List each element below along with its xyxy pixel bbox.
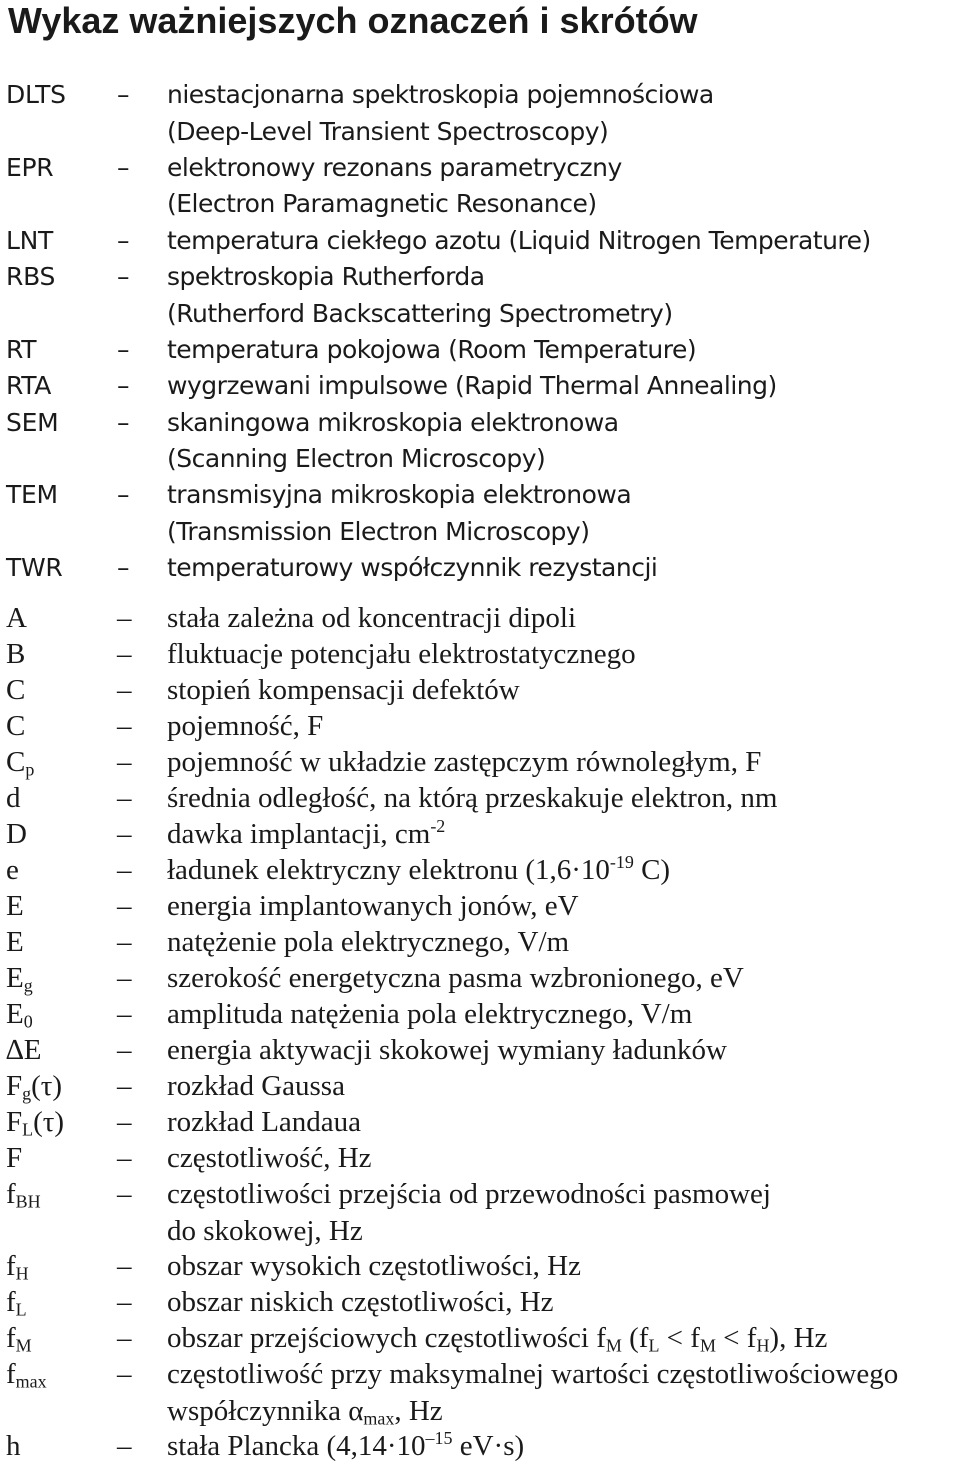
symbol-subscript: L: [15, 1299, 27, 1320]
description: wygrzewani impulsowe (Rapid Thermal Annealing): [167, 371, 777, 401]
symbol-subscript: M: [15, 1335, 32, 1356]
symbol-subscript: H: [15, 1263, 29, 1284]
symbol-subscript: 0: [23, 1011, 33, 1032]
list-item: [0, 744, 960, 780]
description: skaningowa mikroskopia elektronowa: [167, 407, 619, 437]
symbol: A: [6, 602, 27, 634]
symbol: $E_g$: [6, 962, 33, 996]
list-item-continuation: [0, 1393, 960, 1429]
symbol-subscript: BH: [15, 1191, 41, 1212]
symbol: LNT: [6, 225, 54, 255]
symbol-subscript: max: [15, 1371, 47, 1392]
exponent: -19: [609, 852, 634, 873]
symbol: RT: [6, 334, 37, 364]
symbol: EPR: [6, 152, 54, 182]
symbol: TEM: [6, 480, 58, 510]
list-item: [0, 550, 960, 586]
description: obszar przejściowych częstotliwości $f_M$ $(f_L < f_M < f_H)$, Hz: [167, 1322, 828, 1356]
symbol-subscript: g: [22, 1083, 32, 1104]
list-item: [0, 708, 960, 744]
description: temperaturowy współczynnik rezystancji: [167, 553, 658, 583]
dash: –: [117, 1286, 132, 1318]
description: stała zależna od koncentracji dipoli: [167, 602, 577, 634]
list-item: [0, 996, 960, 1032]
symbol: $E_0$: [6, 998, 33, 1032]
symbol: $F_L(\tau)$: [6, 1106, 65, 1140]
list-item: [0, 1068, 960, 1104]
symbol: h: [6, 1430, 21, 1462]
dash: –: [117, 674, 132, 706]
description-continuation: (Rutherford Backscattering Spectrometry): [167, 298, 673, 328]
dash: –: [117, 1070, 132, 1102]
subscript: M: [605, 1335, 622, 1356]
description: fluktuacje potencjału elektrostatycznego: [167, 638, 636, 670]
symbol: e: [6, 854, 19, 886]
dash: –: [117, 1358, 132, 1390]
description: amplituda natężenia pola elektrycznego, V/m: [167, 998, 693, 1030]
dash: –: [117, 818, 132, 850]
list-item: [0, 1320, 960, 1356]
list-item: [0, 1140, 960, 1176]
list-item: [0, 259, 960, 295]
list-item: [0, 1032, 960, 1068]
list-item: [0, 960, 960, 996]
symbol: DLTS: [6, 80, 66, 109]
dash: –: [117, 926, 132, 958]
dash: –: [117, 746, 132, 778]
list-item: [0, 816, 960, 852]
description-continuation: (Scanning Electron Microscopy): [167, 444, 546, 474]
symbol: E: [6, 890, 24, 922]
symbol: $f_L$: [6, 1286, 27, 1320]
description: niestacjonarna spektroskopia pojemnościowa: [167, 80, 714, 109]
description: częstotliwości przejścia od przewodności pasmowej: [167, 1178, 771, 1210]
list-item: [0, 924, 960, 960]
dash: –: [117, 1106, 132, 1138]
description: obszar wysokich częstotliwości, Hz: [167, 1250, 581, 1282]
dash: –: [117, 371, 130, 401]
dash: –: [117, 334, 130, 364]
description: rozkład Gaussa: [167, 1070, 345, 1102]
list-item: [0, 888, 960, 924]
description: stała Plancka ($4,14\cdot 10^{-15}$ eV·s): [167, 1428, 525, 1462]
exponent: -2: [430, 816, 446, 837]
symbol: $f_H$: [6, 1250, 29, 1284]
list-item: [0, 77, 960, 113]
list-item-continuation: [0, 1213, 960, 1249]
symbol: RBS: [6, 262, 56, 291]
list-item: [0, 405, 960, 441]
description: dawka implantacji, $cm^{-2}$: [167, 816, 446, 850]
symbol: $f_M$: [6, 1322, 32, 1356]
symbol: $f_{max}$: [6, 1358, 47, 1392]
symbol: C: [6, 674, 26, 706]
description-continuation: (Transmission Electron Microscopy): [167, 517, 590, 546]
list-item: [0, 368, 960, 404]
list-item: [0, 852, 960, 888]
list-item: [0, 600, 960, 636]
description: stopień kompensacji defektów: [167, 674, 520, 706]
description: obszar niskich częstotliwości, Hz: [167, 1286, 554, 1318]
symbol: D: [6, 818, 27, 850]
list-item: [0, 1428, 960, 1464]
symbol: RTA: [6, 371, 52, 401]
description: pojemność w układzie zastępczym równoległym, F: [167, 746, 762, 778]
description: pojemność, F: [167, 710, 324, 742]
list-item-continuation: [0, 441, 960, 477]
list-item: [0, 1248, 960, 1284]
dash: –: [117, 998, 132, 1030]
dash: –: [117, 1250, 132, 1282]
symbol: $f_{BH}$: [6, 1178, 41, 1212]
subscript: L: [648, 1335, 660, 1356]
symbol: B: [6, 638, 26, 670]
dash: –: [117, 1322, 132, 1354]
page-title: Wykaz ważniejszych oznaczeń i skrótów: [8, 0, 698, 41]
description-continuation: (Deep-Level Transient Spectroscopy): [167, 116, 609, 146]
dash: –: [117, 553, 130, 583]
dash: –: [117, 80, 130, 109]
description: energia aktywacji skokowej wymiany ładunków: [167, 1034, 727, 1066]
symbol-subscript: g: [23, 975, 33, 996]
dash: –: [117, 1034, 132, 1066]
description: natężenie pola elektrycznego, V/m: [167, 926, 570, 958]
dash: –: [117, 602, 132, 634]
symbol: C: [6, 710, 26, 742]
description: średnia odległość, na którą przeskakuje elektron, nm: [167, 782, 778, 814]
description: spektroskopia Rutherforda: [167, 262, 485, 291]
dash: –: [117, 782, 132, 814]
description: transmisyjna mikroskopia elektronowa: [167, 480, 632, 510]
list-item-continuation: [0, 114, 960, 150]
dash: –: [117, 890, 132, 922]
list-item: [0, 150, 960, 186]
description: temperatura pokojowa (Room Temperature): [167, 334, 697, 364]
dash: –: [117, 152, 130, 182]
description-continuation: (Electron Paramagnetic Resonance): [167, 189, 597, 219]
list-item: [0, 1356, 960, 1392]
list-item-continuation: [0, 296, 960, 332]
list-item: [0, 672, 960, 708]
subscript: H: [756, 1335, 770, 1356]
dash: –: [117, 480, 130, 510]
symbol: $F_g(\tau)$: [6, 1070, 63, 1104]
description-continuation: współczynnika $\alpha_{max}$, Hz: [167, 1394, 443, 1429]
list-item-continuation: [0, 514, 960, 550]
symbol: $C_p$: [6, 746, 35, 780]
dash: –: [117, 407, 130, 437]
subscript: max: [363, 1408, 395, 1429]
symbol: SEM: [6, 407, 59, 437]
symbol-subscript: L: [22, 1119, 34, 1140]
dash: –: [117, 1430, 132, 1462]
dash: –: [117, 1178, 132, 1210]
dash: –: [117, 854, 132, 886]
symbol: TWR: [6, 553, 63, 583]
list-item: [0, 1104, 960, 1140]
description: częstotliwość, Hz: [167, 1142, 372, 1174]
list-item: [0, 477, 960, 513]
dash: –: [117, 710, 132, 742]
description: częstotliwość przy maksymalnej wartości częstotliwościowego: [167, 1358, 899, 1390]
list-item-continuation: [0, 186, 960, 222]
symbol: ∆E: [6, 1034, 42, 1066]
description: energia implantowanych jonów, eV: [167, 890, 579, 922]
list-item: [0, 1176, 960, 1212]
subscript: M: [699, 1335, 716, 1356]
description-continuation: do skokowej, Hz: [167, 1214, 363, 1247]
dash: –: [117, 225, 130, 255]
dash: –: [117, 638, 132, 670]
list-item: [0, 332, 960, 368]
description: szerokość energetyczna pasma wzbronionego, eV: [167, 962, 744, 994]
description: rozkład Landaua: [167, 1106, 362, 1138]
symbol-subscript: p: [25, 759, 35, 780]
list-item: [0, 780, 960, 816]
dash: –: [117, 962, 132, 994]
symbol: d: [6, 782, 21, 814]
description: elektronowy rezonans parametryczny: [167, 152, 622, 182]
list-item: [0, 223, 960, 259]
symbol: E: [6, 926, 24, 958]
list-item: [0, 1284, 960, 1320]
dash: –: [117, 1142, 132, 1174]
dash: –: [117, 262, 130, 291]
symbol: F: [6, 1142, 23, 1174]
exponent: –15: [425, 1428, 453, 1449]
list-item: [0, 636, 960, 672]
description: ładunek elektryczny elektronu ($1,6\cdot 10^{-19}$ C): [167, 852, 671, 886]
description: temperatura ciekłego azotu (Liquid Nitrogen Temperature): [167, 225, 871, 255]
